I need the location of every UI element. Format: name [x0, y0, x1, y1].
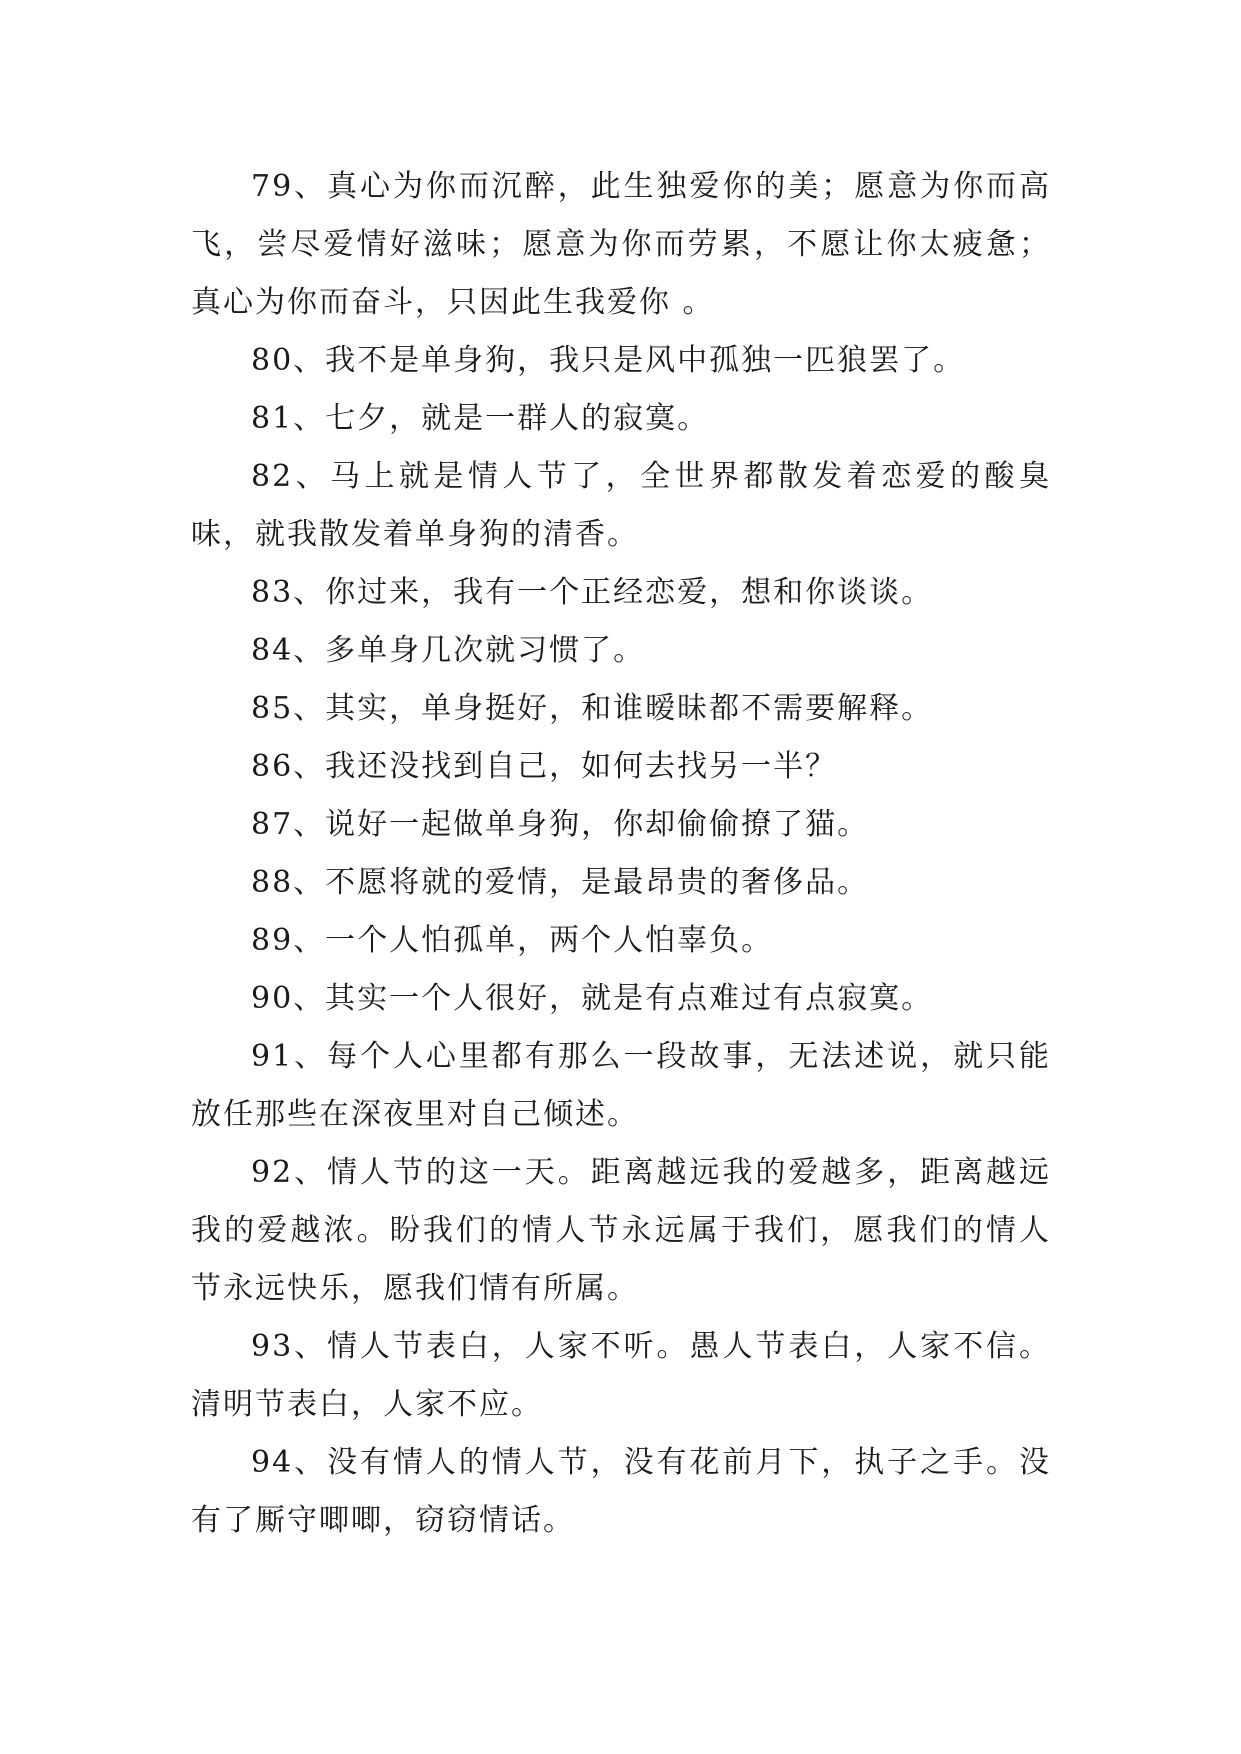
paragraph-80: 80、我不是单身狗，我只是风中孤独一匹狼罢了。 [251, 343, 966, 378]
paragraph-94: 94、没有情人的情人节，没有花前月下，执子之手。没有了厮守唧唧，窃窃情话。 [191, 1445, 1051, 1538]
paragraph-83: 83、你过来，我有一个正经恋爱，想和你谈谈。 [251, 575, 934, 610]
paragraph-91: 91、每个人心里都有那么一段故事，无法述说，就只能放任那些在深夜里对自己倾述。 [191, 1039, 1051, 1132]
document-body [191, 158, 1051, 1550]
paragraph-89: 89、一个人怕孤单，两个人怕辜负。 [251, 923, 774, 958]
paragraph-92: 92、情人节的这一天。距离越远我的爱越多，距离越远我的爱越浓。盼我们的情人节永远属于我们，愿我们的情人节永远快乐，愿我们情有所属。 [191, 1155, 1051, 1306]
paragraph-84: 84、多单身几次就习惯了。 [251, 633, 646, 668]
paragraph-86: 86、我还没找到自己，如何去找另一半？ [251, 749, 838, 784]
paragraph-82: 82、马上就是情人节了，全世界都散发着恋爱的酸臭味，就我散发着单身狗的清香。 [191, 459, 1051, 552]
paragraph-88: 88、不愿将就的爱情，是最昂贵的奢侈品。 [251, 865, 870, 900]
paragraph-81: 81、七夕，就是一群人的寂寞。 [251, 401, 710, 436]
paragraph-90: 90、其实一个人很好，就是有点难过有点寂寞。 [251, 981, 934, 1016]
paragraph-87: 87、说好一起做单身狗，你却偷偷撩了猫。 [251, 807, 870, 842]
paragraph-79: 79、真心为你而沉醉，此生独爱你的美；愿意为你而高飞，尝尽爱情好滋味；愿意为你而劳累，不愿让你太疲惫；真心为你而奋斗，只因此生我爱你 。 [191, 169, 1051, 320]
paragraph-93: 93、情人节表白，人家不听。愚人节表白，人家不信。清明节表白，人家不应。 [191, 1329, 1051, 1422]
paragraph-85: 85、其实，单身挺好，和谁暧昧都不需要解释。 [251, 691, 934, 726]
